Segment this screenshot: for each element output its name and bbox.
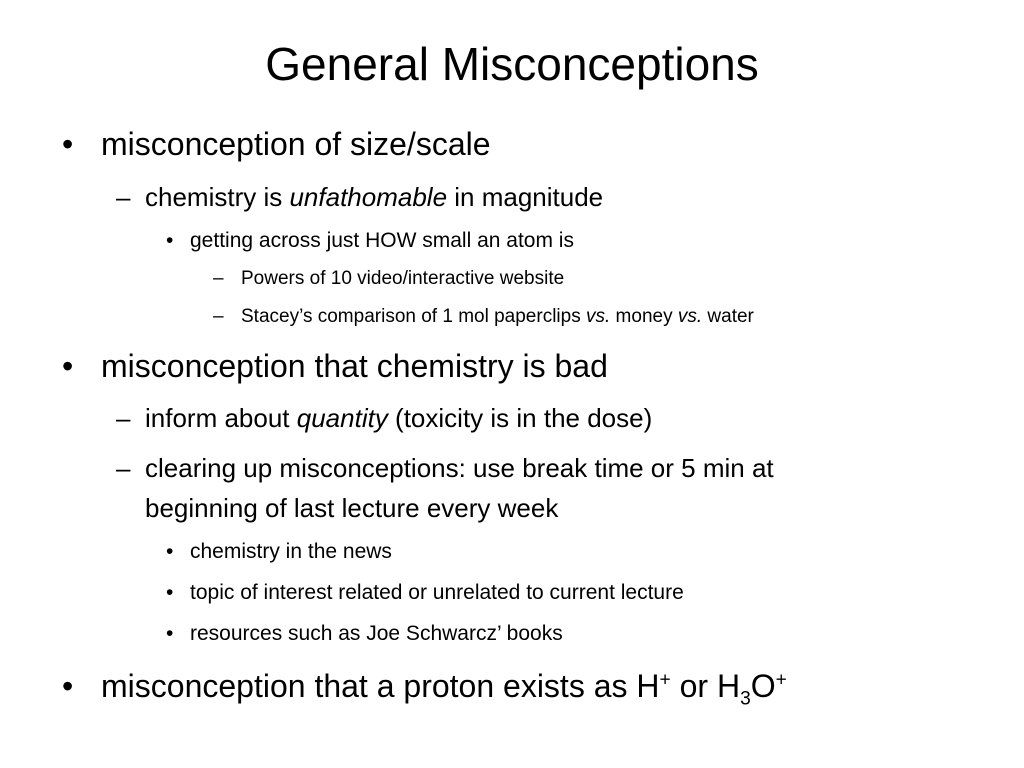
sub-sub-bullet-text: resources such as Joe Schwarcz’ books <box>190 622 563 645</box>
bullet-icon: • <box>166 540 174 563</box>
sub-sub-bullet-text: getting across just HOW small an atom is <box>190 229 574 252</box>
sub-bullet-text-line-1: clearing up misconceptions: use break time or 5 min at <box>145 453 774 483</box>
bullet-text: misconception of size/scale <box>101 126 491 162</box>
bullet-icon: • <box>62 668 74 704</box>
dash-icon: – <box>213 306 224 327</box>
bullet-icon: • <box>166 622 174 645</box>
bullet-icon: • <box>166 229 174 252</box>
superscript-plus: + <box>659 669 671 691</box>
subscript-3: 3 <box>740 688 751 710</box>
sub-sub-bullet-text: topic of interest related or unrelated to current lecture <box>190 581 684 604</box>
sub-bullet-text: chemistry is unfathomable in magnitude <box>145 182 604 212</box>
dash-icon: – <box>116 182 131 212</box>
sub-bullet-text-line-2: beginning of last lecture every week <box>145 493 559 523</box>
superscript-plus: + <box>775 669 787 691</box>
detail-text: Stacey’s comparison of 1 mol paperclips vs. money vs. water <box>241 306 754 327</box>
dash-icon: – <box>116 403 131 433</box>
detail-text: Powers of 10 video/interactive website <box>241 268 565 289</box>
bullet-text: misconception that chemistry is bad <box>101 348 608 384</box>
slide-title: General Misconceptions <box>265 38 759 90</box>
sub-sub-bullet-text: chemistry in the news <box>190 540 392 563</box>
bullet-icon: • <box>62 126 74 162</box>
bullet-icon: • <box>62 348 74 384</box>
bullet-text: misconception that a proton exists as H+ or $H_3O^+$ <box>101 668 787 710</box>
dash-icon: – <box>116 453 131 483</box>
bullet-icon: • <box>166 581 174 604</box>
dash-icon: – <box>213 268 224 289</box>
sub-bullet-text: inform about quantity (toxicity is in the dose) <box>145 403 653 433</box>
